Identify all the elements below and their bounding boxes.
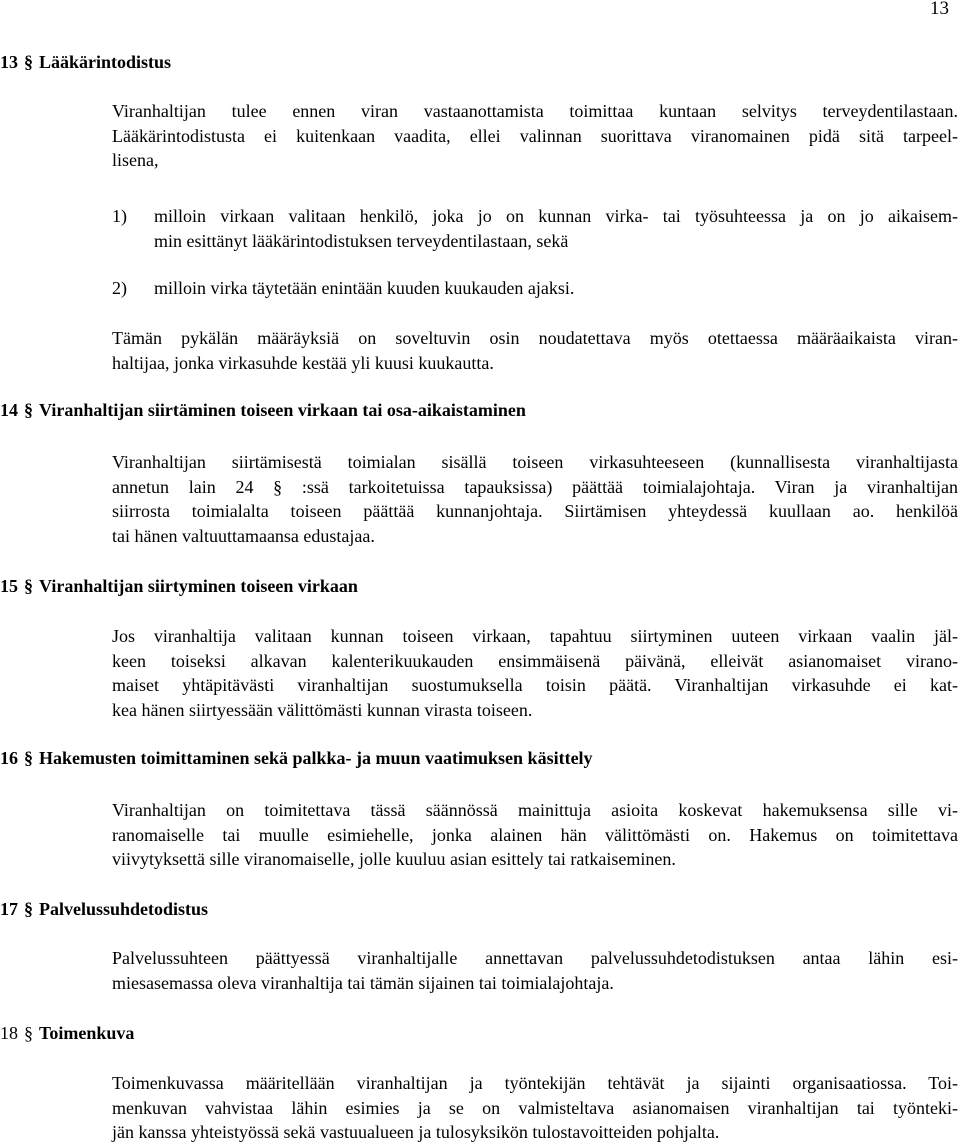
- item-text: [154, 276, 958, 301]
- text-line: miesasemassa oleva viranhaltija tai tämän sijainen tai toimialajohtaja.: [112, 972, 614, 993]
- section-14-title: Viranhaltijan siirtäminen toiseen virkaan tai osa-aikaistaminen: [39, 400, 526, 420]
- section-16-number: 16: [0, 748, 18, 768]
- text-line: tai hänen valtuuttamaansa edustajaa.: [112, 525, 375, 546]
- text-line: siirrosta toimialalta toiseen päättää kunnanjohtaja. Siirtämisen yhteydessä kuullaan ao. henkilöä: [112, 501, 958, 521]
- section-17-body: [112, 946, 958, 995]
- section-symbol: §: [24, 748, 33, 768]
- text-line: Viranhaltijan siirtämisestä toimialan sisällä toiseen virkasuhteeseen (kunnallisesta viranhaltijasta: [112, 452, 958, 472]
- section-13-number: 13: [0, 52, 18, 72]
- section-17-heading: [0, 897, 208, 921]
- section-14-number: 14: [0, 400, 18, 420]
- section-18-body: [112, 1071, 958, 1145]
- section-18-heading: [0, 1021, 134, 1045]
- text-line: kea hänen siirtyessään välittömästi kunnan virasta toiseen.: [112, 699, 533, 720]
- text-line: annetun lain 24 § :ssä tarkoitetuissa tapauksissa) päättää toimialajohtaja. Viran ja viranhaltijan: [112, 476, 958, 497]
- text-line: Viranhaltijan tulee ennen viran vastaanottamista toimittaa kuntaan selvitys terveydentilastaan.: [112, 101, 958, 121]
- text-line: maiset yhtäpitävästi viranhaltijan suostumuksella toisin päätä. Viranhaltijan virkasuhde ei kat-: [112, 675, 958, 695]
- item-text: [154, 204, 958, 253]
- text-line: min esittänyt lääkärintodistuksen terveydentilastaan, sekä: [154, 230, 569, 251]
- section-13-title: Lääkärintodistus: [39, 52, 172, 72]
- section-14-heading: [0, 398, 526, 422]
- section-17-title: Palvelussuhdetodistus: [39, 899, 209, 919]
- section-16-heading: [0, 746, 593, 770]
- section-15-heading: [0, 574, 358, 598]
- section-18-title: Toimenkuva: [39, 1023, 135, 1043]
- text-line: jän kanssa yhteistyössä sekä vastuualueen ja tulosyksikön tulostavoitteiden pohjalta.: [112, 1122, 720, 1142]
- section-13-intro: [112, 99, 958, 173]
- text-line: ranomaiselle tai muulle esimiehelle, jonka alainen hän välittömästi on. Hakemus on toimitettava: [112, 824, 958, 845]
- text-line: viivytyksettä sille viranomaiselle, jolle kuuluu asian esittely tai ratkaiseminen.: [112, 849, 676, 869]
- section-16-title: Hakemusten toimittaminen sekä palkka- ja muun vaatimuksen käsittely: [39, 748, 593, 768]
- section-symbol: §: [24, 400, 33, 420]
- text-line: haltijaa, jonka virkasuhde kestää yli kuusi kuukautta.: [112, 352, 494, 373]
- text-line: Palvelussuhteen päättyessä viranhaltijalle annettavan palvelussuhdetodistuksen antaa lähin esi-: [112, 948, 958, 968]
- section-16-body: [112, 798, 958, 872]
- section-13-heading: [0, 50, 171, 74]
- text-line: Toimenkuvassa määritellään viranhaltijan ja työntekijän tehtävät ja sijainti organisaatiossa. Toi-: [112, 1073, 958, 1093]
- text-line: menkuvan vahvistaa lähin esimies ja se on valmisteltava asianomaisen viranhaltijan tai työnteki-: [112, 1097, 958, 1118]
- section-15-number: 15: [0, 576, 18, 596]
- item-number: 2): [112, 278, 127, 298]
- section-symbol: §: [24, 1023, 33, 1043]
- item-number: 1): [112, 206, 127, 226]
- text-line: Jos viranhaltija valitaan kunnan toiseen virkaan, tapahtuu siirtyminen uuteen virkaan vaalin jäl-: [112, 626, 958, 646]
- text-line: Viranhaltijan on toimitettava tässä säännössä mainittuja asioita koskevat hakemuksensa sille vi-: [112, 800, 958, 820]
- section-15-body: [112, 624, 958, 722]
- section-symbol: §: [24, 899, 33, 919]
- text-line: milloin virkaan valitaan henkilö, joka jo on kunnan virka- tai työsuhteessa ja on jo aikaisem-: [154, 206, 958, 226]
- text-line: Lääkärintodistusta ei kuitenkaan vaadita, ellei valinnan suorittava viranomainen pidä sitä tarpeel-: [112, 125, 958, 146]
- section-13-outro: [112, 326, 958, 375]
- text-line: lisena,: [112, 150, 159, 170]
- section-symbol: §: [24, 52, 33, 72]
- section-18-number: 18: [0, 1023, 18, 1043]
- text-line: milloin virka täytetään enintään kuuden kuukauden ajaksi.: [154, 278, 575, 298]
- text-line: Tämän pykälän määräyksiä on soveltuvin osin noudatettava myös otettaessa määräaikaista viran-: [112, 328, 958, 348]
- section-symbol: §: [24, 576, 33, 596]
- page-number: 13: [930, 0, 949, 19]
- section-15-title: Viranhaltijan siirtyminen toiseen virkaan: [39, 576, 358, 596]
- section-17-number: 17: [0, 899, 18, 919]
- text-line: keen toiseksi alkavan kalenterikuukauden ensimmäisenä päivänä, elleivät asianomaiset virano-: [112, 650, 958, 671]
- section-14-body: [112, 450, 958, 548]
